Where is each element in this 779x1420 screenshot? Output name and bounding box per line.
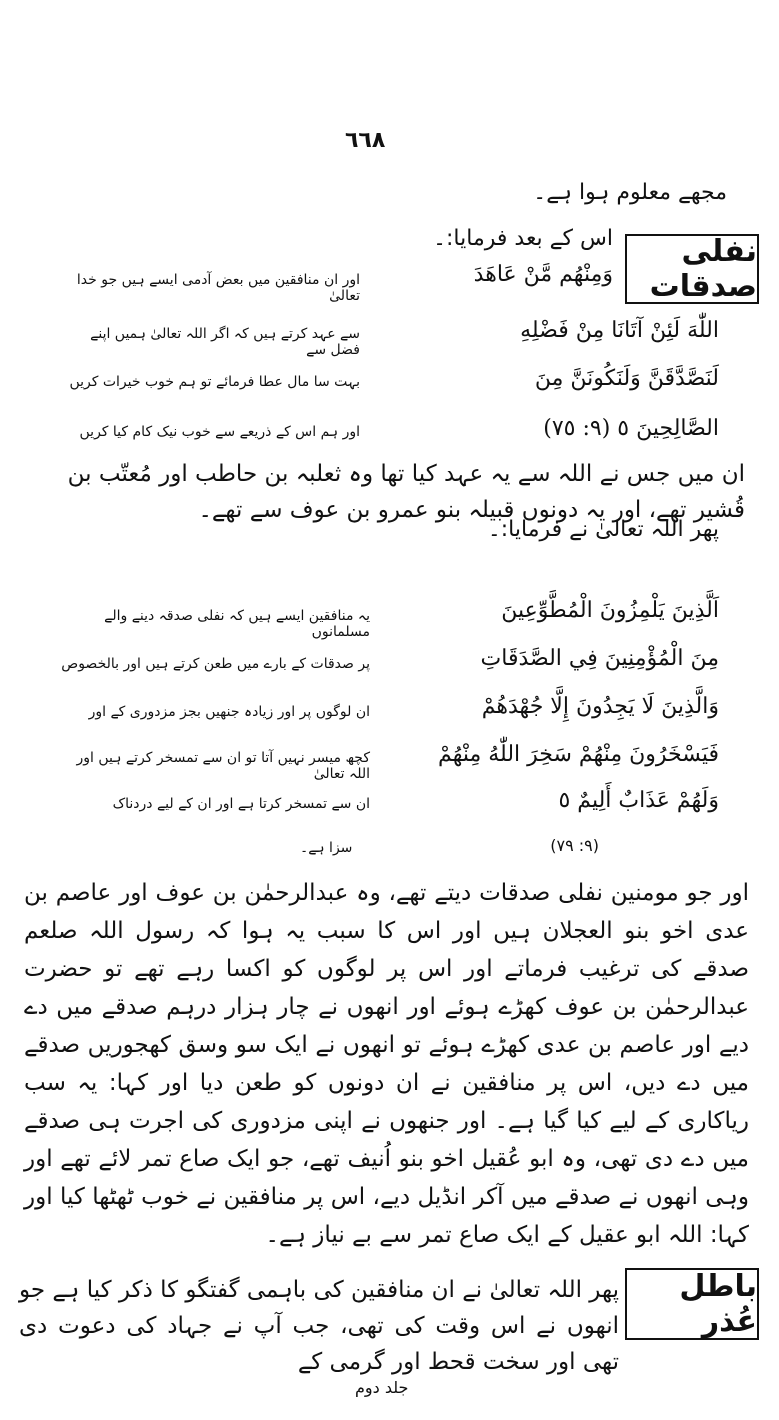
translation-line: سے عہد کرتے ہیں کہ اگر اللہ تعالیٰ ہمیں اپنے فضل سے	[90, 326, 360, 358]
arabic-verse-line: لَنَصَّدَّقَنَّ وَلَنَكُونَنَّ مِنَ	[534, 366, 719, 391]
page-number: ٦٦٨	[345, 128, 386, 153]
side-heading-nafli-sadaqat: نفلی صدقات	[625, 234, 759, 304]
paragraph-thalaba: ان میں جس نے اللہ سے یہ عہد کیا تھا وہ ثعلبہ بن حاطب اور مُعتّب بن قُشیر تھے، اور یہ دونوں قبیلہ بنو عمرو بن عوف سے تھے۔	[67, 461, 745, 523]
intro-line: مجھے معلوم ہوا ہے۔	[533, 180, 727, 205]
translation-line: بہت سا مال عطا فرمائے تو ہم خوب خیرات کریں	[69, 374, 360, 390]
translation-line: کچھ میسر نہیں آتا تو ان سے تمسخر کرتے ہیں اور اللہ تعالیٰ	[76, 750, 370, 782]
side-heading-batil-uzr: باطل عُذر	[625, 1268, 759, 1340]
translation-line: اور ہم اس کے ذریعے سے خوب نیک کام کیا کریں	[79, 424, 360, 440]
translation-line: ان لوگوں پر اور زیادہ جنھیں بجز مزدوری کے اور	[88, 704, 370, 720]
arabic-verse-line: فَيَسْخَرُونَ مِنْهُمْ سَخِرَ اللّٰهُ مِنْهُمْ	[438, 742, 719, 767]
arabic-verse-line: وَلَهُمْ عَذَابٌ أَلِيمٌ ٥	[558, 788, 719, 813]
translation-line: اور ان منافقین میں بعض آدمی ایسے ہیں جو خدا تعالیٰ	[76, 272, 360, 304]
translation-line: سزا ہے۔	[300, 840, 353, 856]
arabic-verse-line: اللّٰهَ لَئِنْ آتَانَا مِنْ فَضْلِهِ	[520, 318, 719, 343]
arabic-verse-line: وَمِنْهُم مَّنْ عَاهَدَ	[473, 262, 613, 287]
arabic-verse-line: مِنَ الْمُؤْمِنِينَ فِي الصَّدَقَاتِ	[480, 646, 719, 671]
translation-line: یہ منافقین ایسے ہیں کہ نفلی صدقہ دینے والے مسلمانوں	[104, 608, 370, 640]
paragraph-mumineen-sadaqat: اور جو مومنین نفلی صدقات دیتے تھے، وہ عبدالرحمٰن بن عوف اور عاصم بن عدی اخو بنو العجلان ہیں اور اس کا سبب یہ ہوا کہ رسول اللہ صلعم صدقے کی ترغیب فرماتے اور اس پر لوگوں کو اکسا رہے تھے تو حضرت عبدالرحمٰن بن عوف کھڑے ہوئے اور انھوں نے چار ہزار درہم صدقے میں دے دیے اور عاصم بن عدی کھڑے ہوئے تو انھوں نے ایک سو وسق کھجوریں صدقے میں دے دیں، اس پر منافقین نے ان دونوں کو طعن دیا اور کہا: یہ سب ریاکاری کے لیے کیا گیا ہے۔ اور جنھوں نے اپنی مزدوری کی اجرت ہی صدقے میں دے دی تھی، وہ ابو عُقیل اخو بنو اُنیف تھے، جو ایک صاع تمر لائے تھے اور وہی انھوں نے صدقے میں آکر انڈیل دیے، اس پر منافقین نے خوب ٹھٹھا کیا اور کہا: اللہ ابو عقیل کے ایک صاع تمر سے بے نیاز ہے۔	[24, 880, 749, 1248]
arabic-verse-line: الصَّالِحِينَ ٥ (٩: ٧٥)	[543, 416, 719, 441]
arabic-verse-line: وَالَّذِينَ لَا يَجِدُونَ إِلَّا جُهْدَهُمْ	[481, 694, 719, 719]
paragraph-munafiqeen-guftagu: پھر اللہ تعالیٰ نے ان منافقین کی باہمی گفتگو کا ذکر کیا ہے جو انھوں نے اس وقت کی تھی، جب آپ نے جہاد کی دعوت دی تھی اور سخت قحط اور گرمی کے	[19, 1277, 619, 1375]
section2-lead: پھر اللہ تعالیٰ نے فرمایا:۔	[487, 517, 719, 542]
volume-footer: جلد دوم	[355, 1378, 409, 1397]
translation-line: پر صدقات کے بارے میں طعن کرتے ہیں اور بالخصوص	[61, 656, 370, 672]
section1-lead: اس کے بعد فرمایا:۔	[433, 226, 613, 251]
translation-line: ان سے تمسخر کرتا ہے اور ان کے لیے دردناک	[112, 796, 370, 812]
arabic-verse-line: اَلَّذِينَ يَلْمِزُونَ الْمُطَّوِّعِينَ	[501, 598, 719, 623]
verse-reference: (٩: ٧٩)	[550, 836, 599, 855]
